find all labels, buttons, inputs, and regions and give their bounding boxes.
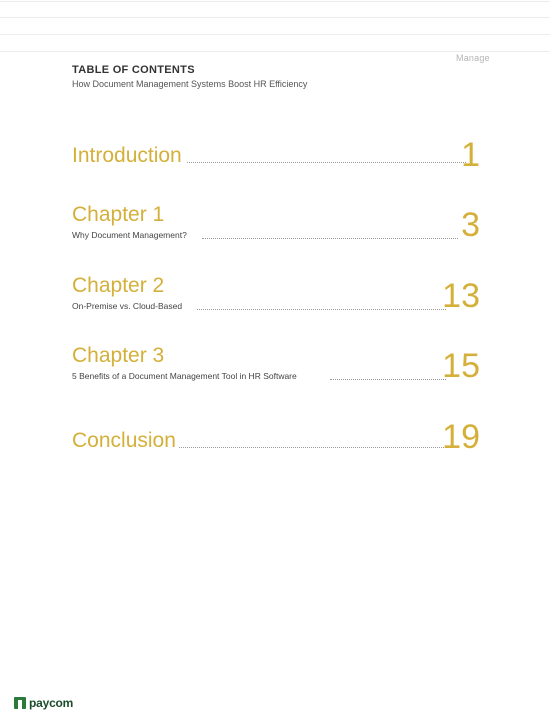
entry-page-number: 3 bbox=[461, 206, 480, 244]
manage-label: Manage bbox=[456, 53, 490, 63]
toc-entry-chapter-2[interactable] bbox=[72, 274, 480, 314]
entry-title: Chapter 1 bbox=[72, 203, 165, 226]
entry-title: Conclusion bbox=[72, 429, 179, 453]
paycom-logo bbox=[14, 696, 73, 710]
dot-leader bbox=[330, 379, 446, 380]
dot-leader bbox=[177, 447, 446, 448]
entry-page-number: 15 bbox=[442, 347, 480, 385]
entry-title: Chapter 3 bbox=[72, 344, 165, 367]
toc-entry-chapter-1[interactable] bbox=[72, 203, 480, 243]
paycom-logo-icon bbox=[14, 697, 26, 709]
entry-title: Chapter 2 bbox=[72, 274, 165, 297]
toc-header bbox=[72, 64, 307, 89]
toc-entry-introduction[interactable] bbox=[72, 138, 480, 178]
logo-text: paycom bbox=[29, 696, 74, 710]
entry-title: Introduction bbox=[72, 144, 185, 168]
entry-description: Why Document Management? bbox=[72, 230, 191, 240]
toc-title: TABLE OF CONTENTS bbox=[72, 64, 195, 76]
entry-page-number: 19 bbox=[442, 418, 480, 456]
dot-leader bbox=[202, 238, 458, 239]
dot-leader bbox=[197, 309, 446, 310]
toc-entry-chapter-3[interactable] bbox=[72, 344, 480, 384]
toc-entry-conclusion[interactable] bbox=[72, 420, 480, 460]
top-rule-2 bbox=[0, 17, 550, 18]
top-rule-1 bbox=[0, 1, 550, 2]
top-rule-3 bbox=[0, 34, 550, 35]
entry-description: 5 Benefits of a Document Management Tool in HR Software bbox=[72, 371, 301, 381]
dot-leader bbox=[187, 162, 466, 163]
toc-subtitle: How Document Management Systems Boost HR Efficiency bbox=[72, 79, 308, 89]
entry-page-number: 13 bbox=[442, 277, 480, 315]
entry-description: On-Premise vs. Cloud-Based bbox=[72, 301, 186, 311]
top-rule-4 bbox=[0, 51, 550, 52]
entry-page-number: 1 bbox=[461, 136, 480, 174]
